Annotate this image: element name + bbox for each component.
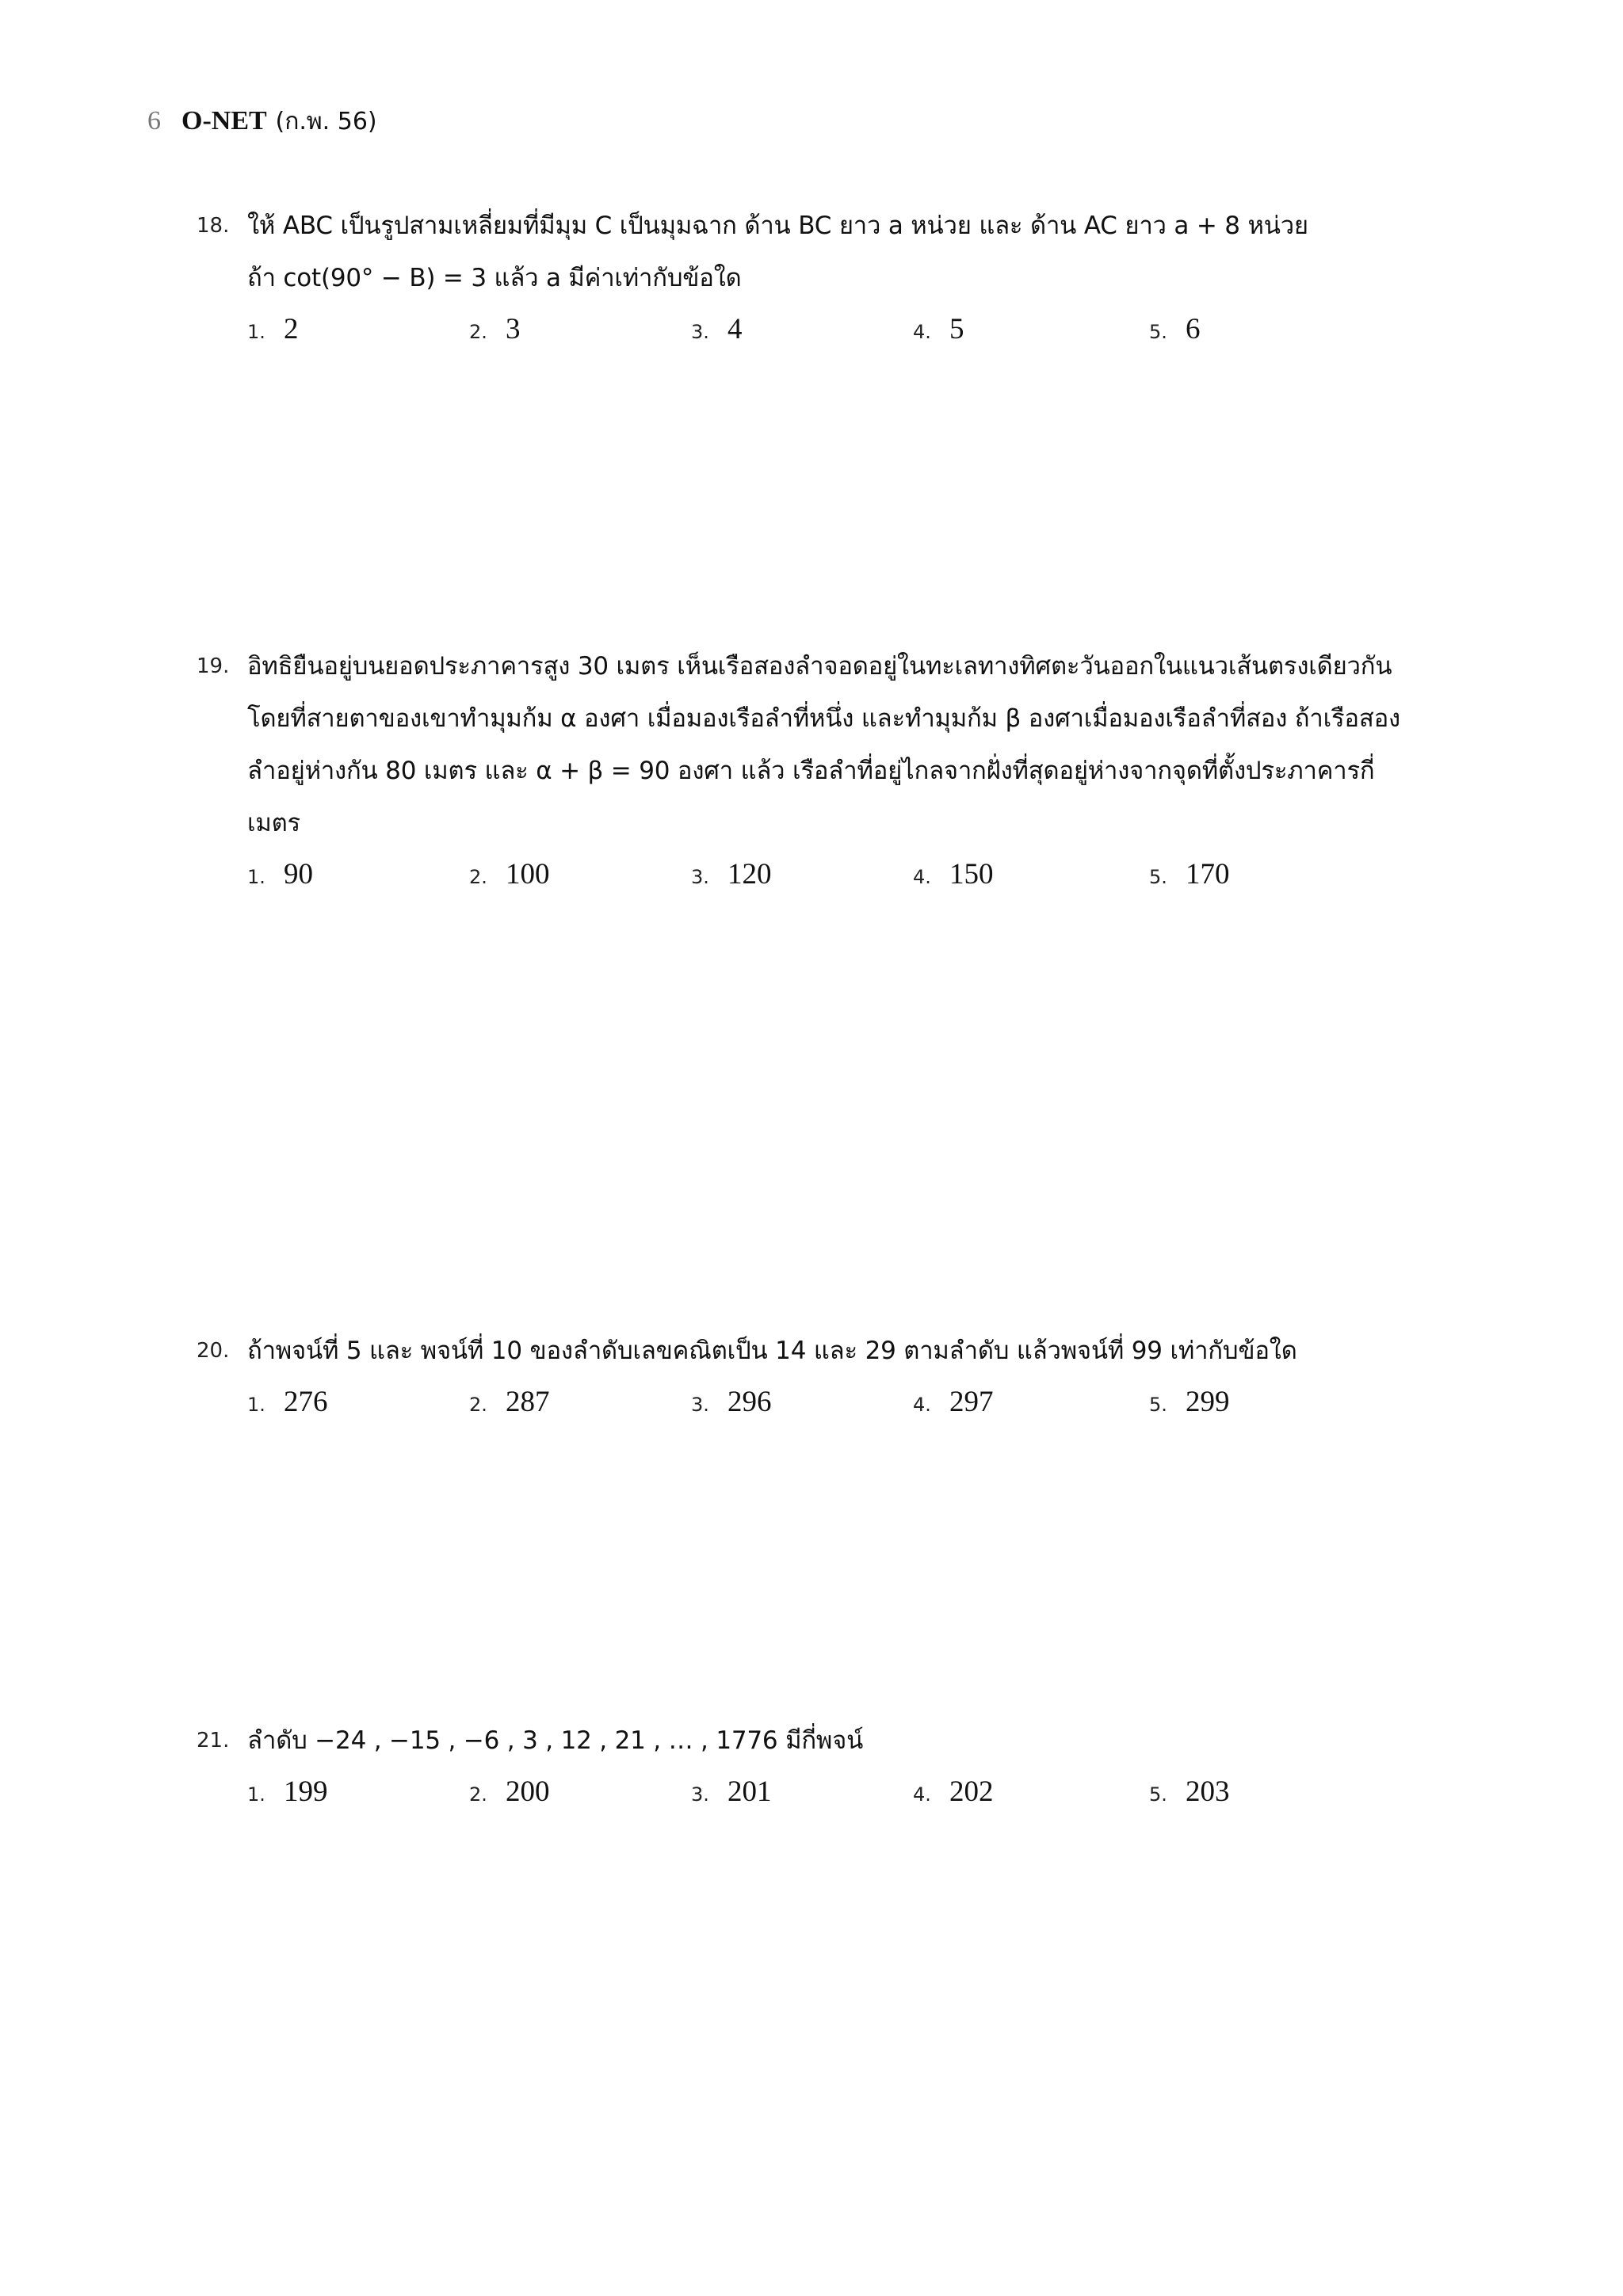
choice-value: 199	[284, 1775, 328, 1808]
question-number: 20.	[197, 1339, 230, 1363]
choice-5[interactable]	[1149, 851, 1230, 903]
choice-list	[197, 1379, 1433, 1426]
choice-value: 202	[949, 1775, 994, 1808]
choice-number: 1.	[247, 1783, 265, 1806]
choice-number: 2.	[469, 1394, 487, 1416]
choice-value: 287	[506, 1386, 550, 1418]
choice-value: 2	[284, 313, 299, 345]
question-21	[197, 1714, 1433, 1816]
exam-title: O-NET	[181, 106, 267, 135]
choice-value: 200	[506, 1775, 550, 1808]
choice-value: 3	[506, 313, 521, 345]
choice-number: 3.	[691, 866, 709, 888]
choice-value: 170	[1186, 858, 1230, 891]
choice-3[interactable]	[691, 1379, 772, 1431]
question-line	[197, 1714, 1433, 1767]
choice-number: 3.	[691, 1394, 709, 1416]
question-line	[197, 745, 1433, 797]
choice-4[interactable]	[913, 1379, 994, 1431]
choice-list	[197, 851, 1433, 898]
choice-number: 2.	[469, 321, 487, 343]
choice-number: 4.	[913, 321, 931, 343]
choice-number: 4.	[913, 1394, 931, 1416]
page-number: 6	[147, 106, 161, 135]
choice-3[interactable]	[691, 1768, 772, 1821]
question-18	[197, 200, 1433, 353]
choice-list	[197, 306, 1433, 353]
question-number: 21.	[197, 1729, 230, 1753]
page-header	[147, 101, 377, 141]
question-line	[197, 692, 1433, 745]
choice-value: 299	[1186, 1386, 1230, 1418]
question-text: โดยที่สายตาของเขาทำมุมก้ม α องศา เมื่อมองเรือลำที่หนึ่ง และทำมุมก้ม β องศาเมื่อมองเรือลำที่สอง ถ้าเรือสอง	[247, 704, 1400, 733]
choice-value: 4	[727, 313, 743, 345]
choice-value: 150	[949, 858, 994, 891]
choice-5[interactable]	[1149, 306, 1201, 358]
choice-2[interactable]	[469, 1768, 550, 1821]
question-text: ให้ ABC เป็นรูปสามเหลี่ยมที่มีมุม C เป็นมุมฉาก ด้าน BC ยาว a หน่วย และ ด้าน AC ยาว a + 8 หน่วย	[247, 212, 1308, 240]
question-20	[197, 1325, 1433, 1426]
choice-list	[197, 1768, 1433, 1816]
choice-number: 5.	[1149, 866, 1167, 888]
exam-subtitle: (ก.พ. 56)	[275, 108, 377, 135]
choice-number: 1.	[247, 1394, 265, 1416]
choice-number: 1.	[247, 866, 265, 888]
choice-number: 2.	[469, 1783, 487, 1806]
choice-number: 4.	[913, 866, 931, 888]
question-text: ถ้า cot(90° − B) = 3 แล้ว a มีค่าเท่ากับข้อใด	[247, 264, 742, 292]
choice-value: 6	[1186, 313, 1201, 345]
choice-4[interactable]	[913, 1768, 994, 1821]
question-line	[197, 200, 1433, 252]
choice-4[interactable]	[913, 306, 964, 358]
choice-number: 2.	[469, 866, 487, 888]
question-text: อิทธิยืนอยู่บนยอดประภาคารสูง 30 เมตร เห็นเรือสองลำจอดอยู่ในทะเลทางทิศตะวันออกในแนวเส้นตรงเดียวกัน	[247, 652, 1392, 681]
choice-3[interactable]	[691, 851, 772, 903]
choice-2[interactable]	[469, 306, 521, 358]
choice-2[interactable]	[469, 851, 550, 903]
choice-3[interactable]	[691, 306, 743, 358]
choice-number: 4.	[913, 1783, 931, 1806]
question-text: ลำดับ −24 , −15 , −6 , 3 , 12 , 21 , … , 1776 มีกี่พจน์	[247, 1726, 864, 1755]
choice-number: 3.	[691, 321, 709, 343]
question-text: ถ้าพจน์ที่ 5 และ พจน์ที่ 10 ของลำดับเลขคณิตเป็น 14 และ 29 ตามลำดับ แล้วพจน์ที่ 99 เท่ากับข้อใด	[247, 1337, 1297, 1365]
question-number: 18.	[197, 214, 230, 238]
question-text: ลำอยู่ห่างกัน 80 เมตร และ α + β = 90 องศา แล้ว เรือลำที่อยู่ไกลจากฝั่งที่สุดอยู่ห่างจากจุดที่ตั้งประภาคารกี่	[247, 757, 1375, 785]
question-line	[197, 1325, 1433, 1377]
choice-value: 296	[727, 1386, 772, 1418]
question-text: เมตร	[247, 809, 301, 837]
choice-value: 297	[949, 1386, 994, 1418]
choice-2[interactable]	[469, 1379, 550, 1431]
choice-number: 3.	[691, 1783, 709, 1806]
choice-4[interactable]	[913, 851, 994, 903]
question-19	[197, 640, 1433, 898]
choice-value: 100	[506, 858, 550, 891]
question-number: 19.	[197, 654, 230, 678]
choice-number: 5.	[1149, 321, 1167, 343]
question-line	[197, 640, 1433, 692]
question-line	[197, 797, 1433, 849]
choice-value: 90	[284, 858, 313, 891]
choice-value: 276	[284, 1386, 328, 1418]
choice-value: 120	[727, 858, 772, 891]
choice-number: 5.	[1149, 1783, 1167, 1806]
choice-1[interactable]	[247, 1768, 328, 1821]
choice-number: 1.	[247, 321, 265, 343]
choice-value: 203	[1186, 1775, 1230, 1808]
choice-number: 5.	[1149, 1394, 1167, 1416]
choice-value: 201	[727, 1775, 772, 1808]
choice-value: 5	[949, 313, 964, 345]
choice-5[interactable]	[1149, 1768, 1230, 1821]
choice-1[interactable]	[247, 1379, 328, 1431]
question-line	[197, 252, 1433, 304]
choice-1[interactable]	[247, 306, 299, 358]
choice-5[interactable]	[1149, 1379, 1230, 1431]
choice-1[interactable]	[247, 851, 313, 903]
